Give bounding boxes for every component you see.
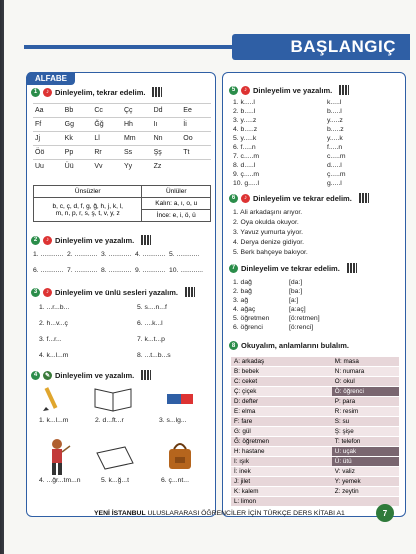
alphabet-letter: Ff: [33, 118, 63, 132]
ex4-item[interactable]: 2. d...ft...r: [95, 417, 124, 424]
word-cell: Ğ: öğretmen: [231, 437, 332, 447]
ex5-item-left[interactable]: 2. b.....l: [233, 108, 256, 115]
word-cell: Ç: çiçek: [231, 387, 332, 397]
alphabet-letter: Cc: [92, 104, 122, 118]
alphabet-letter: Zz: [152, 160, 182, 174]
title-bar: [232, 34, 410, 60]
notebook-illustration: [93, 385, 133, 413]
vowels-header: Ünlüler: [142, 186, 211, 198]
word-cell: İ: inek: [231, 467, 332, 477]
word-row: [231, 377, 399, 387]
ex4-item[interactable]: 3. s...lg...: [159, 417, 187, 424]
ex5-item-right[interactable]: g.....l: [327, 180, 342, 187]
alphabet-table: [33, 103, 211, 173]
alphabet-letter: Üü: [63, 160, 93, 174]
exercise-number-badge: 8: [229, 341, 238, 350]
ex2-row-1: [33, 251, 199, 258]
ex5-item-left[interactable]: 3. y.....z: [233, 117, 257, 124]
alphabet-row: [33, 132, 211, 146]
word-cell: M: masa: [332, 357, 399, 367]
bag-illustration: [165, 439, 195, 471]
word-cell: C: ceket: [231, 377, 332, 387]
word-cell: S: su: [332, 417, 399, 427]
word-row: [231, 357, 399, 367]
alphabet-letter: Şş: [152, 146, 182, 160]
alphabet-letter: Vv: [92, 160, 122, 174]
alphabet-row: [33, 160, 211, 174]
word-cell: E: elma: [231, 407, 332, 417]
ex6-sentence: 5. Berk bahçeye bakıyor.: [233, 249, 308, 256]
word-cell: N: numara: [332, 367, 399, 377]
word-cell: H: hastane: [231, 447, 332, 457]
footer-text: [94, 510, 345, 517]
word-row: [231, 387, 399, 397]
qr-code-icon: [141, 235, 151, 245]
ex7-word: 1. dağ: [233, 279, 252, 286]
alphabet-row: [33, 118, 211, 132]
alphabet-letter: Oo: [181, 132, 211, 146]
word-cell: V: valiz: [332, 467, 399, 477]
exercise-label: Dinleyelim ve tekrar edelim.: [241, 263, 340, 273]
exercise-6-title: [229, 193, 369, 203]
word-cell: Y: yemek: [332, 477, 399, 487]
alphabet-letter: Tt: [181, 146, 211, 160]
exercise-label: Okuyalım, anlamlarını bulalım.: [241, 341, 349, 350]
exercise-label: Dinleyelim ve yazalım.: [253, 85, 333, 95]
exercise-label: Dinleyelim ve tekrar edelim.: [253, 193, 352, 203]
word-cell: T: telefon: [332, 437, 399, 447]
word-cell: R: resim: [332, 407, 399, 417]
exercise-number-badge: 1: [31, 88, 40, 97]
ex3-item[interactable]: 6. ....k...l: [137, 320, 163, 327]
alphabet-letter: Kk: [63, 132, 93, 146]
ex5-item-left[interactable]: 5. y.....k: [233, 135, 257, 142]
ex5-item-right[interactable]: b.....l: [327, 108, 342, 115]
ex5-item-left[interactable]: 9. ç.....m: [233, 171, 260, 178]
paper-illustration: [95, 445, 135, 471]
word-row: [231, 367, 399, 377]
blank-item[interactable]: 2. ............: [67, 251, 98, 258]
word-row: [231, 397, 399, 407]
vowels-front: İnce: e, i, ö, ü: [142, 210, 211, 222]
right-column: [222, 72, 406, 517]
alphabet-letter: Hh: [122, 118, 152, 132]
ex5-item-right[interactable]: ç.....m: [327, 171, 346, 178]
ex5-item-right[interactable]: c.....m: [327, 153, 346, 160]
word-cell: Z: zeytin: [332, 487, 399, 497]
ex6-sentence: 4. Derya denize gidiyor.: [233, 239, 305, 246]
vowels-back: Kalın: a, ı, o, u: [142, 198, 211, 210]
ex5-item-right[interactable]: f.....n: [327, 144, 343, 151]
ex7-word: 3. ağ: [233, 297, 249, 304]
word-cell: J: jilet: [231, 477, 332, 487]
ex4-item[interactable]: 1. k...l...m: [39, 417, 69, 424]
book-page: [4, 0, 416, 554]
alphabet-letter: Jj: [33, 132, 63, 146]
word-row: [231, 467, 399, 477]
word-cell: A: arkadaş: [231, 357, 332, 367]
blank-item[interactable]: 6. ............: [33, 267, 64, 274]
headphones-icon: ♪: [43, 236, 52, 245]
alphabet-letter: Bb: [63, 104, 93, 118]
ex3-item[interactable]: 5. s....n...f: [137, 304, 167, 311]
pencil-icon: ✎: [44, 372, 51, 379]
alphabet-letter: [181, 160, 211, 174]
word-cell: Ş: şişe: [332, 427, 399, 437]
consonants-list: [34, 198, 142, 222]
ex3-item[interactable]: 3. f...r...: [39, 336, 62, 343]
blank-item[interactable]: 1. ............: [33, 251, 64, 258]
exercise-7-title: [229, 263, 357, 273]
exercise-number-badge: 6: [229, 194, 238, 203]
word-cell: L: limon: [231, 497, 332, 507]
qr-code-icon: [152, 87, 162, 97]
alphabet-letter: Ll: [92, 132, 122, 146]
page-title: BAŞLANGIÇ: [290, 37, 396, 56]
word-cell: B: bebek: [231, 367, 332, 377]
ex5-item-left[interactable]: 4. b.....z: [233, 126, 258, 133]
exercise-label: Dinleyelim ve ünlü sesleri yazalım.: [55, 287, 178, 297]
word-cell: U: uçak: [332, 447, 399, 457]
ex3-item[interactable]: 2. h...v...ç: [39, 320, 68, 327]
word-row: [231, 427, 399, 437]
ex3-item[interactable]: 1. ...r...b...: [39, 304, 70, 311]
ex7-pronunciation: [ö:retmen]: [289, 315, 320, 322]
headphones-icon: ♪: [241, 86, 250, 95]
exercise-number-badge: 4: [31, 371, 40, 380]
headphones-icon: ♪: [241, 194, 250, 203]
ex7-word: 5. öğretmen: [233, 315, 270, 322]
blank-item[interactable]: 5. ............: [169, 251, 200, 258]
alphabet-letter: Ss: [122, 146, 152, 160]
blank-item[interactable]: 4. ............: [135, 251, 166, 258]
ex7-pronunciation: [ö:renci]: [289, 324, 314, 331]
word-cell: Ü: ütü: [332, 457, 399, 467]
exercise-4-title: [31, 370, 151, 380]
exercise-label: Dinleyelim ve yazalım.: [55, 235, 135, 245]
ex7-word: 4. ağaç: [233, 306, 256, 313]
ex2-row-2: [33, 267, 203, 274]
word-cell: Ö: öğrenci: [332, 387, 399, 397]
headphones-icon: ♪: [43, 88, 52, 97]
title-stripe: [24, 45, 232, 49]
blank-item[interactable]: 9. ............: [135, 267, 166, 274]
alphabet-letter: Dd: [152, 104, 182, 118]
teacher-illustration: [47, 438, 71, 476]
ex5-item-left[interactable]: 7. c.....m: [233, 153, 260, 160]
alphabet-letter: Uu: [33, 160, 63, 174]
word-row: [231, 497, 399, 507]
alphabet-letter: Yy: [122, 160, 152, 174]
ex4-item[interactable]: 4. ...ğr...tm...n: [39, 477, 81, 484]
exercise-label: Dinleyelim ve yazalım.: [55, 370, 135, 380]
word-cell: I: ışık: [231, 457, 332, 467]
ex6-sentence: 1. Ali arkadaşını arıyor.: [233, 209, 303, 216]
word-row: [231, 457, 399, 467]
word-row: [231, 417, 399, 427]
alphabet-letter: Pp: [63, 146, 93, 160]
ex5-item-left[interactable]: 1. k.....l: [233, 99, 255, 106]
ex7-pronunciation: [a:aç]: [289, 306, 306, 313]
qr-code-icon: [339, 85, 349, 95]
exercise-2-title: [31, 235, 151, 245]
word-row: [231, 477, 399, 487]
consonants-row-2: m, n, p, r, s, ş, t, v, y, z: [55, 209, 120, 217]
blank-item[interactable]: 7. ............: [67, 267, 98, 274]
ex5-item-left[interactable]: 6. f.....n: [233, 144, 256, 151]
ex5-item-right[interactable]: y.....z: [327, 117, 343, 124]
ex5-item-left[interactable]: 8. d.....l: [233, 162, 256, 169]
exercise-number-badge: 3: [31, 288, 40, 297]
ex7-word: 2. bağ: [233, 288, 252, 295]
blank-item[interactable]: 8. ............: [101, 267, 132, 274]
ex3-item[interactable]: 4. k...l...m: [39, 352, 69, 359]
alphabet-letter: Nn: [152, 132, 182, 146]
qr-code-icon: [359, 193, 369, 203]
word-cell: F: fare: [231, 417, 332, 427]
ex4-item[interactable]: 5. k...ğ...t: [101, 477, 129, 484]
pencil-illustration: [41, 385, 61, 415]
exercise-label: Dinleyelim, tekrar edelim.: [55, 87, 146, 97]
blank-item[interactable]: 3. ............: [101, 251, 132, 258]
blank-item[interactable]: 10. ............: [169, 267, 203, 274]
alphabet-row: [33, 104, 211, 118]
section-label-alfabe: ALFABE: [27, 72, 75, 85]
ex5-item-left[interactable]: 10. g.....l: [233, 180, 260, 187]
alphabet-letter: İi: [181, 118, 211, 132]
word-cell: O: okul: [332, 377, 399, 387]
word-row: [231, 447, 399, 457]
qr-code-icon: [141, 370, 151, 380]
alphabet-letter: Ğğ: [92, 118, 122, 132]
exercise-number-badge: 2: [31, 236, 40, 245]
ex6-sentence: 3. Yavuz yumurta yiyor.: [233, 229, 304, 236]
consonants-header: Ünsüzler: [34, 186, 142, 198]
exercise-number-badge: 7: [229, 264, 238, 273]
alphabet-letter: Aa: [33, 104, 63, 118]
consonant-vowel-table: [33, 185, 211, 222]
headphones-icon: ♪: [43, 288, 52, 297]
consonants-row-1: b, c, ç, d, f, g, ğ, h, j, k, l,: [52, 202, 123, 210]
word-cell: K: kalem: [231, 487, 332, 497]
alphabet-letter: Çç: [122, 104, 152, 118]
ex3-item[interactable]: 8. ...t...b...s: [137, 352, 171, 359]
exercise-5-title: [229, 85, 349, 95]
word-row: [231, 437, 399, 447]
ex7-word: 6. öğrenci: [233, 324, 263, 331]
qr-code-icon: [347, 263, 357, 273]
exercise-1-title: [31, 87, 162, 97]
word-cell: D: defter: [231, 397, 332, 407]
alphabet-letter: Iı: [152, 118, 182, 132]
word-row: [231, 407, 399, 417]
alphabet-letter: Ee: [181, 104, 211, 118]
ex6-sentence: 2. Oya okulda okuyor.: [233, 219, 299, 226]
exercise-8-title: [229, 341, 349, 350]
footer-book-title: ULUSLARARASI ÖĞRENCİLER İÇİN TÜRKÇE DERS KİTABI A1: [147, 510, 345, 517]
qr-code-icon: [185, 287, 195, 297]
alphabet-letter: Mm: [122, 132, 152, 146]
alphabet-letter: Gg: [63, 118, 93, 132]
page-number: 7: [376, 504, 394, 522]
alphabet-letter: Rr: [92, 146, 122, 160]
ex3-item[interactable]: 7. k...t...p: [137, 336, 165, 343]
ex7-pronunciation: [da:]: [289, 279, 303, 286]
ex7-pronunciation: [ba:]: [289, 288, 303, 295]
alphabet-row: [33, 146, 211, 160]
word-row: [231, 487, 399, 497]
footer-brand: YENİ İSTANBUL: [94, 510, 146, 517]
ex7-pronunciation: [a:]: [289, 297, 299, 304]
alphabet-words-table: [231, 357, 399, 507]
ex5-item-right[interactable]: d.....l: [327, 162, 342, 169]
exercise-number-badge: 5: [229, 86, 238, 95]
ex5-item-right[interactable]: y.....k: [327, 135, 343, 142]
ex4-item[interactable]: 6. ç...nt...: [161, 477, 189, 484]
alphabet-letter: Öö: [33, 146, 63, 160]
ex5-item-right[interactable]: k.....l: [327, 99, 342, 106]
exercise-3-title: [31, 287, 195, 297]
ex5-item-right[interactable]: b.....z: [327, 126, 344, 133]
word-cell: P: para: [332, 397, 399, 407]
left-column: [26, 72, 216, 517]
word-cell: G: gül: [231, 427, 332, 437]
eraser-illustration: [165, 391, 195, 407]
